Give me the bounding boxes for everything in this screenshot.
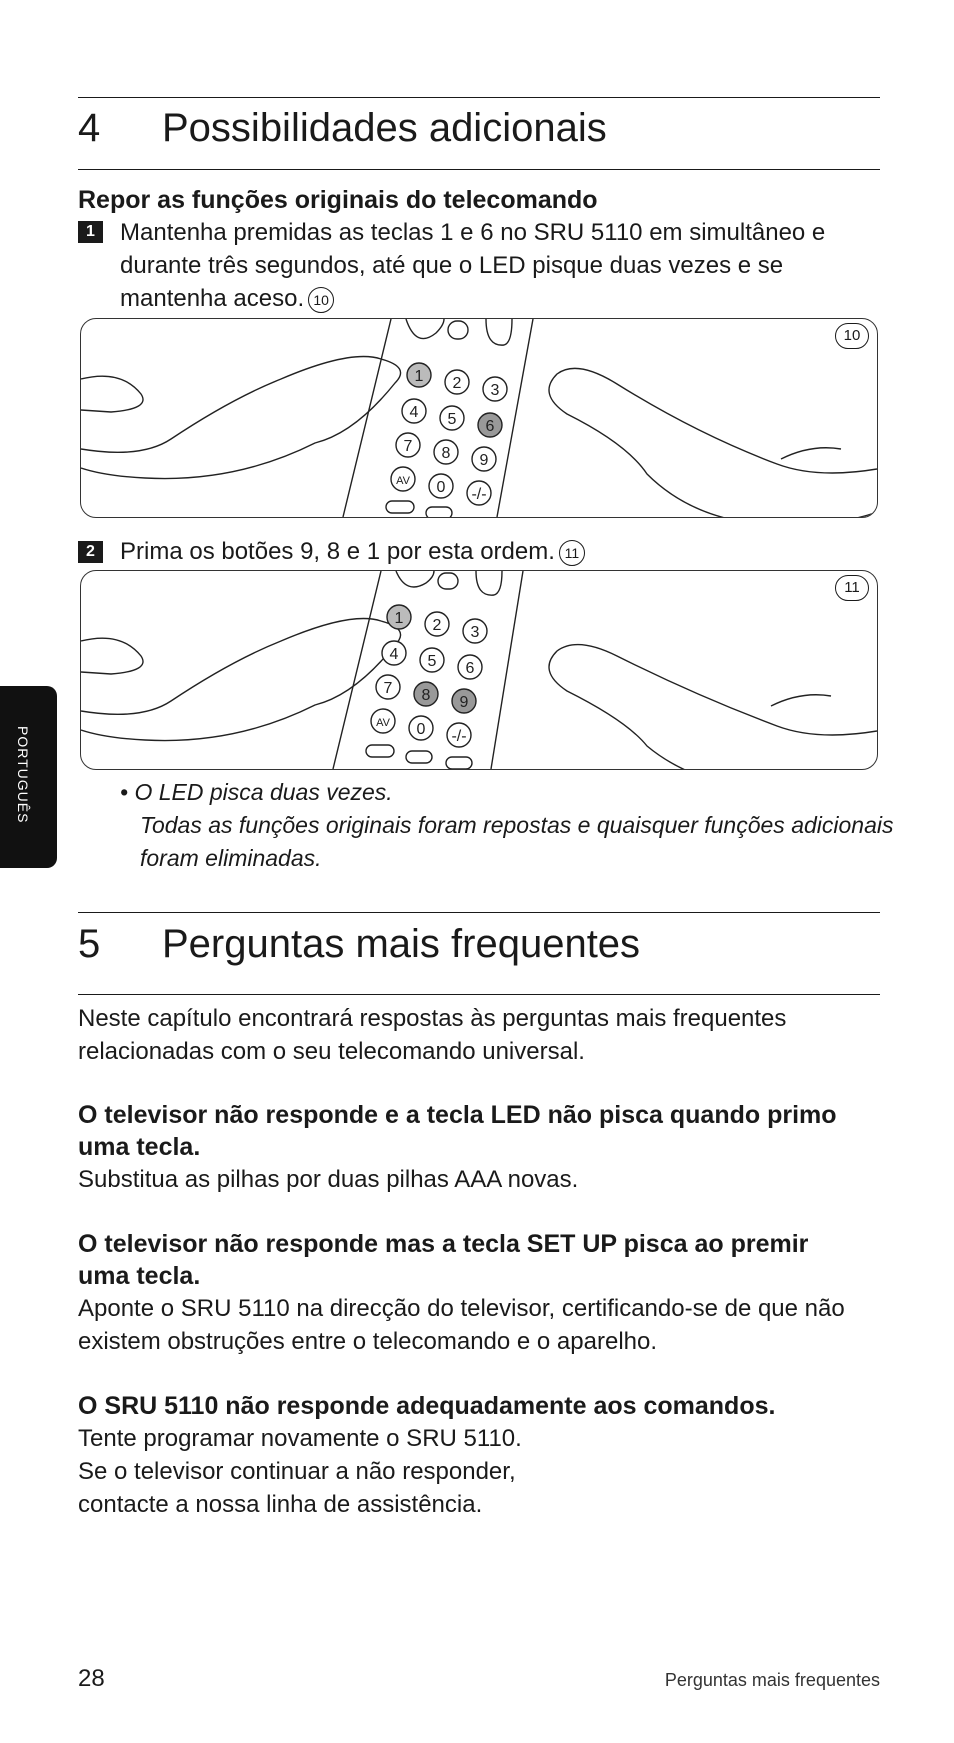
result-line-3: foram eliminadas. — [140, 845, 322, 871]
svg-text:3: 3 — [490, 382, 500, 399]
svg-text:9: 9 — [479, 452, 489, 469]
section-5-heading — [78, 922, 640, 967]
section-rule-top — [78, 97, 880, 98]
key-1-label: 1 — [414, 368, 424, 385]
section-5-number: 5 — [78, 922, 101, 966]
svg-text:4: 4 — [409, 404, 419, 421]
faq-2-answer-line-1: Aponte o SRU 5110 na direcção do televisor, certificando-se de que não — [78, 1295, 845, 1322]
section-title: Possibilidades adicionais — [162, 106, 607, 150]
faq-1-question-line-2: uma tecla. — [78, 1133, 201, 1161]
svg-text:9: 9 — [459, 694, 469, 711]
svg-text:8: 8 — [441, 445, 451, 462]
svg-text:-/-: -/- — [471, 486, 487, 503]
svg-text:0: 0 — [436, 479, 446, 496]
svg-text:5: 5 — [427, 653, 437, 670]
faq-3-answer-line-3: contacte a nossa linha de assistência. — [78, 1491, 483, 1518]
svg-text:AV: AV — [376, 717, 390, 729]
faq-2-question-line-1: O televisor não responde mas a tecla SET UP pisca ao premir — [78, 1230, 809, 1258]
section-5-rule-bottom — [78, 994, 880, 995]
svg-text:7: 7 — [383, 680, 393, 697]
figure-10-illustration — [80, 318, 878, 518]
reset-subheading: Repor as funções originais do telecomando — [78, 186, 598, 214]
svg-text:-/-: -/- — [451, 728, 467, 745]
svg-text:2: 2 — [432, 617, 442, 634]
step-2-badge: 2 — [78, 541, 103, 563]
faq-intro-line-1: Neste capítulo encontrará respostas às perguntas mais frequentes — [78, 1005, 787, 1032]
section-5-title: Perguntas mais frequentes — [162, 922, 641, 966]
faq-3-answer-line-2: Se o televisor continuar a não responder, — [78, 1458, 516, 1485]
svg-text:0: 0 — [416, 721, 426, 738]
figure-11-label: 11 — [835, 575, 869, 601]
svg-text:6: 6 — [465, 660, 475, 677]
faq-2-question-line-2: uma tecla. — [78, 1262, 201, 1290]
svg-text:3: 3 — [470, 624, 480, 641]
step-1-badge: 1 — [78, 221, 103, 243]
section-5-rule-top — [78, 912, 880, 913]
side-tab-label: PORTUGUÊS — [15, 726, 31, 824]
page-number: 28 — [78, 1665, 105, 1692]
step-2-instruction: Prima os botões 9, 8 e 1 por esta ordem. — [120, 538, 555, 565]
svg-text:4: 4 — [389, 646, 399, 663]
step-2-text — [120, 535, 880, 568]
remote-hands-drawing-10 — [81, 319, 877, 517]
faq-3-answer-line-1: Tente programar novamente o SRU 5110. — [78, 1425, 522, 1452]
figure-11-illustration — [80, 570, 878, 770]
language-side-tab — [0, 686, 57, 868]
svg-text:8: 8 — [421, 687, 431, 704]
result-line-2: Todas as funções originais foram repostas e quaisquer funções adicionais — [140, 812, 894, 838]
figure-ref-11: 11 — [559, 540, 585, 566]
svg-text:2: 2 — [452, 375, 462, 392]
running-footer-title: Perguntas mais frequentes — [664, 1670, 880, 1690]
section-rule-bottom — [78, 169, 880, 170]
remote-hands-drawing-11 — [81, 571, 877, 769]
svg-text:5: 5 — [447, 411, 457, 428]
section-4-heading — [78, 106, 607, 151]
section-number: 4 — [78, 106, 101, 150]
faq-1-question-line-1: O televisor não responde e a tecla LED não pisca quando primo — [78, 1101, 837, 1129]
figure-10-label: 10 — [835, 323, 869, 349]
faq-3-question: O SRU 5110 não responde adequadamente aos comandos. — [78, 1392, 776, 1420]
step-1-text — [120, 216, 880, 315]
svg-text:6: 6 — [485, 418, 495, 435]
result-bullet: • O LED pisca duas vezes. — [120, 779, 393, 805]
faq-2-answer-line-2: existem obstruções entre o telecomando e o aparelho. — [78, 1328, 658, 1355]
figure-ref-10: 10 — [308, 287, 334, 313]
svg-text:7: 7 — [403, 438, 413, 455]
faq-intro-line-2: relacionadas com o seu telecomando universal. — [78, 1038, 585, 1065]
svg-text:AV: AV — [396, 475, 410, 487]
faq-1-answer: Substitua as pilhas por duas pilhas AAA novas. — [78, 1166, 579, 1193]
step-1-instruction: Mantenha premidas as teclas 1 e 6 no SRU 5110 em simultâneo e durante três segundos, até que o LED pisque duas vezes e se mantenha aceso. — [120, 219, 826, 312]
svg-text:1: 1 — [394, 610, 404, 627]
